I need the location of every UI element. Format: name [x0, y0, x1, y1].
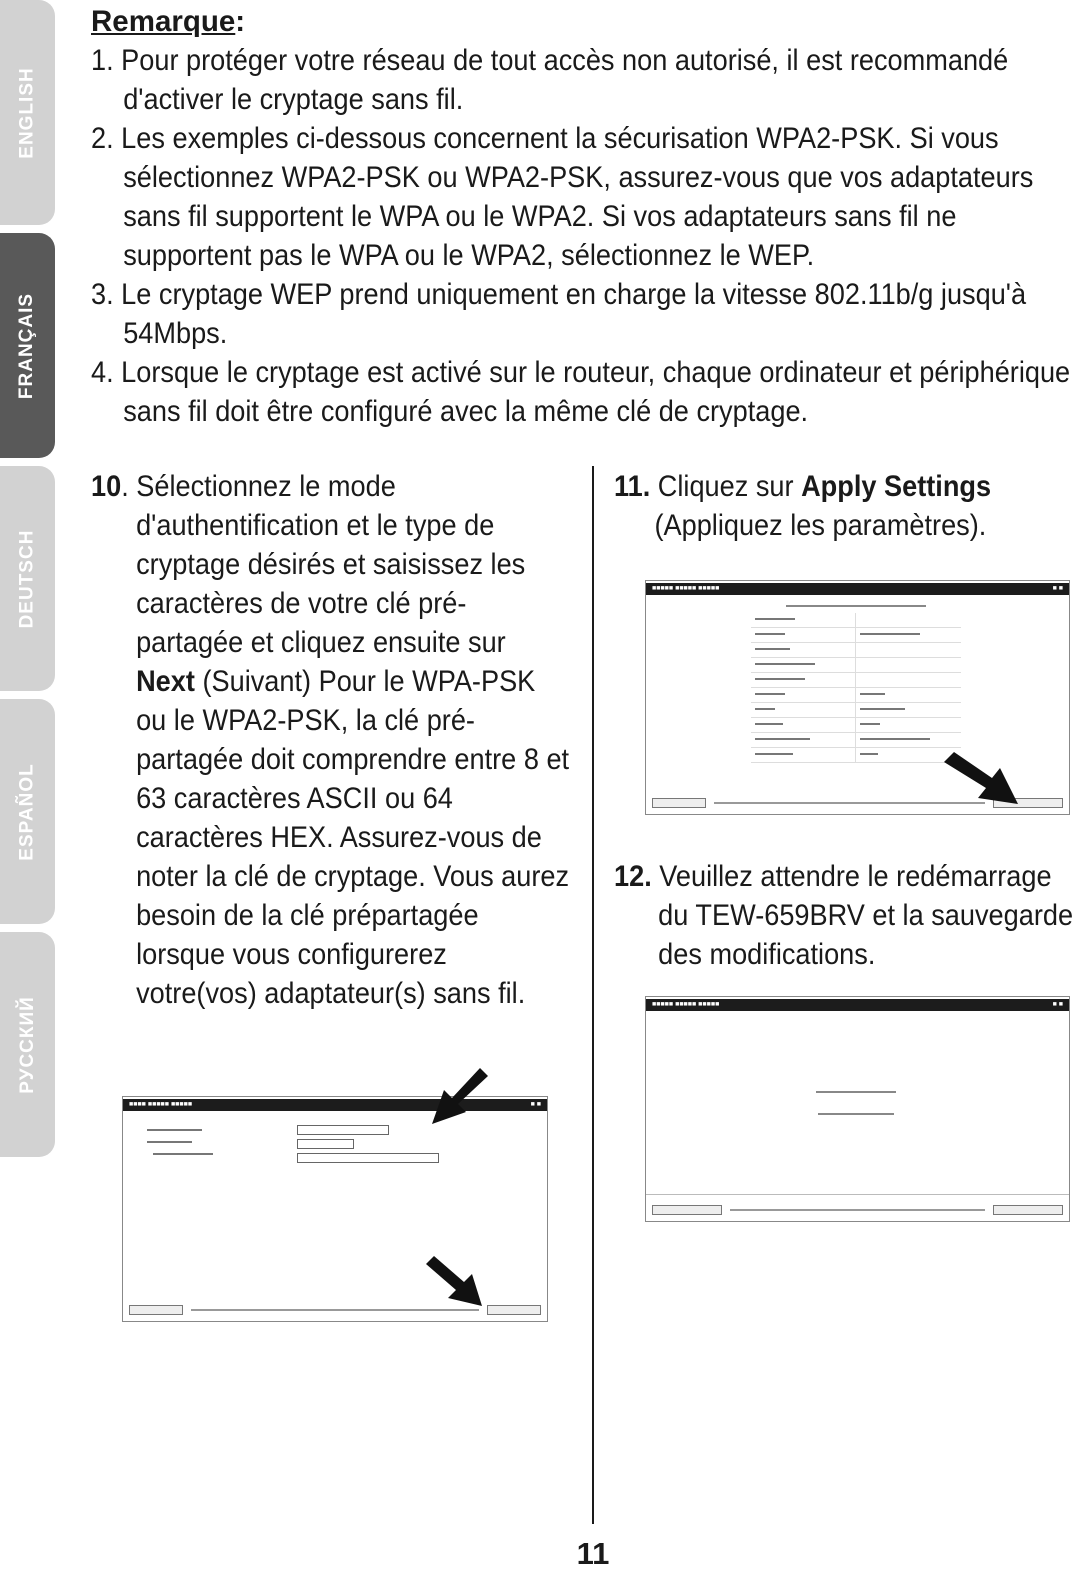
screenshot-titlebar: ■■■■■ ■■■■■ ■■■■■ ■ ■ [646, 999, 1069, 1011]
screenshot-field-labels [147, 1125, 297, 1165]
remark-title: Remarque [91, 5, 236, 38]
step-10-number: 10 [91, 470, 122, 503]
step-10-text-a: . Sélectionnez le mode d'authentification et le type de cryptage désirés et saisissez les caractères de votre clé pré-partagée et cliquez ensuite sur [121, 470, 526, 659]
tab-english[interactable] [0, 0, 55, 225]
screenshot-key-input [297, 1153, 439, 1163]
arrow-icon [940, 752, 1022, 808]
screenshot-message-line [818, 1113, 894, 1115]
language-tabs [0, 0, 56, 1160]
remark-item-1: 1. Pour protéger votre réseau de tout accès non autorisé, il est recommandé d'activer le cryptage sans fil. [91, 44, 1009, 116]
step-10 [91, 467, 569, 1013]
screenshot-message-line [816, 1091, 896, 1093]
tab-deutsch-label: DEUTSCH [16, 529, 38, 628]
arrow-icon [428, 1068, 492, 1128]
screenshot-auth-select [297, 1125, 389, 1135]
step-11-text-a: Cliquez sur [650, 470, 802, 503]
remark-item-3: 3. Le cryptage WEP prend uniquement en charge la vitesse 802.11b/g jusqu'à 54Mbps. [91, 278, 1027, 350]
step-11 [614, 467, 1046, 545]
screenshot-restart [645, 996, 1070, 1222]
tab-english-label: ENGLISH [16, 66, 38, 159]
tab-espanol-label: ESPAÑOL [16, 762, 38, 861]
step-11-number: 11. [614, 470, 651, 503]
step-12-number: 12. [614, 860, 652, 893]
screenshot-back-button [129, 1305, 183, 1315]
tab-deutsch[interactable] [0, 466, 55, 691]
tab-espanol[interactable] [0, 699, 55, 924]
step-12 [614, 857, 1074, 974]
screenshot-summary-table [751, 599, 961, 763]
tab-francais-label: FRANÇAIS [16, 292, 38, 399]
step-11-text-b: (Appliquez les paramètres). [654, 509, 987, 542]
screenshot-back-button [652, 1205, 722, 1215]
screenshot-footer [652, 1205, 1063, 1215]
column-divider [592, 466, 594, 1524]
tab-russian-label: РУССКИЙ [16, 995, 38, 1094]
remark-item-2: 2. Les exemples ci-dessous concernent la sécurisation WPA2-PSK. Si vous sélectionnez WPA2-PSK ou WPA2-PSK, assurez-vous que vos adaptateurs sans fil supportent le WPA ou le WPA2. Si vos adaptateurs sans fil ne supportent pas le WPA ou le WPA2, sélectionnez le WEP. [91, 122, 1034, 272]
screenshot-titlebar: ■■■■ ■■■■■ ■■■■■ ■ ■ [123, 1099, 547, 1111]
remark-item-4: 4. Lorsque le cryptage est activé sur le routeur, chaque ordinateur et périphérique sans fil doit être configuré avec la même clé de cryptage. [91, 356, 1071, 428]
tab-francais[interactable] [0, 233, 55, 458]
remark-list [91, 41, 1075, 431]
screenshot-next-button [993, 1205, 1063, 1215]
screenshot-encryption-select [297, 1139, 354, 1149]
arrow-icon [422, 1256, 484, 1308]
screenshot-wireless-settings [122, 1096, 548, 1322]
step-10-text-b: (Suivant) Pour le WPA-PSK ou le WPA2-PSK, la clé pré-partagée doit comprendre entre 8 et 63 caractères ASCII ou 64 caractères HEX. Assurez-vous de noter la clé de cryptage. Vous aurez besoin de la clé prépartagée lorsque vous configurerez votre(vos) adaptateur(s) sans fil. [136, 665, 570, 1010]
step-12-text: Veuillez attendre le redémarrage du TEW-659BRV et la sauvegarde des modifications. [651, 860, 1074, 971]
remark-heading: Remarque: [91, 5, 246, 38]
tab-russian[interactable] [0, 932, 55, 1157]
screenshot-next-button [487, 1305, 541, 1315]
page-number: 11 [576, 1536, 610, 1571]
screenshot-back-button [652, 798, 706, 808]
step-11-bold: Apply Settings [801, 470, 992, 503]
screenshot-titlebar: ■■■■■ ■■■■■ ■■■■■ ■ ■ [646, 583, 1069, 595]
step-10-bold: Next [136, 665, 195, 698]
